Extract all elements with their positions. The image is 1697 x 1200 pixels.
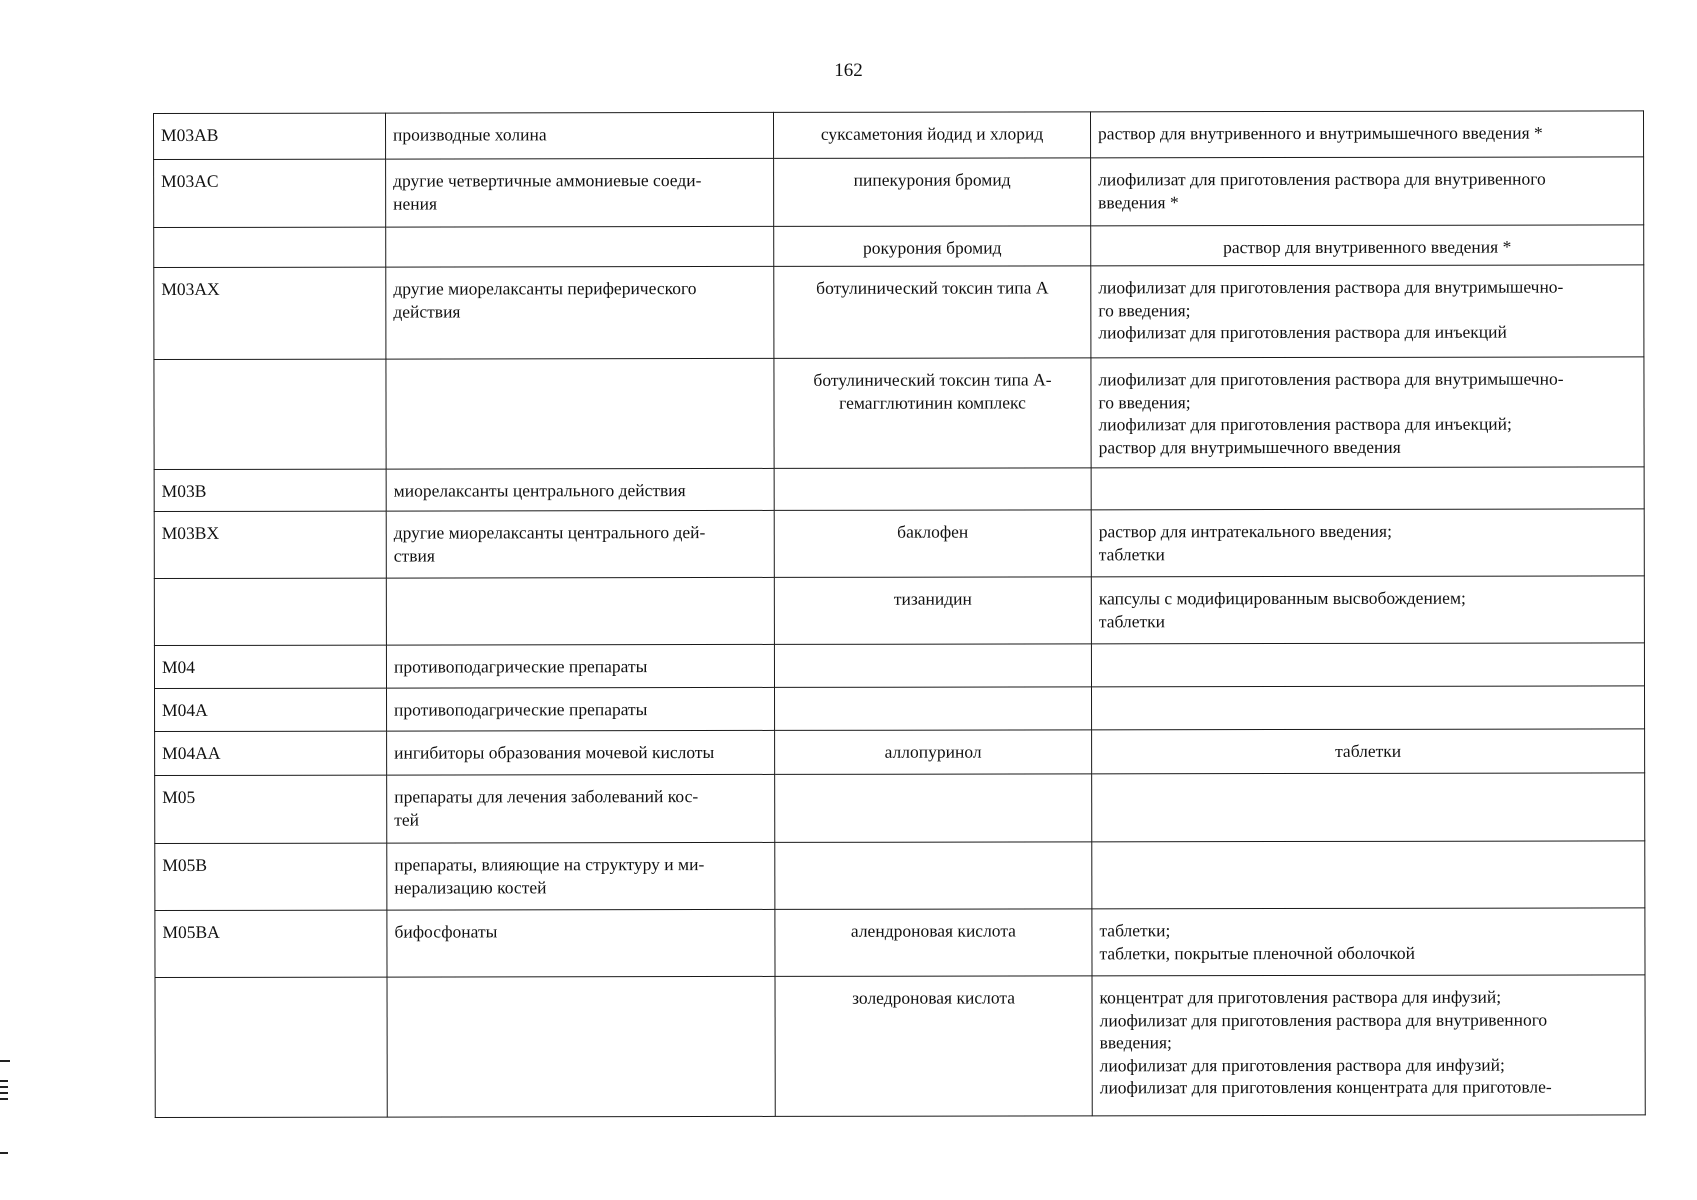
table-row [154,157,1644,228]
table-row [154,111,1644,160]
dosage-form-cell: раствор для внутривенного и внутримышечного введения * [1090,111,1643,158]
dosage-form-cell [1091,467,1644,510]
atc-code-cell: M04A [155,688,387,731]
drug-name-cell [775,687,1092,731]
group-name-cell: ингибиторы образования мочевой кислоты [387,730,775,775]
dosage-form-cell: таблетки [1092,729,1645,774]
table-row [155,975,1645,1118]
table-row [154,643,1644,689]
dosage-form-cell: концентрат для приготовления раствора для инфузий; лиофилизат для приготовления раствора для внутривенного введения; лиофилизат для приготовления раствора для инфузий; лиофилизат для приготовления концентрата для приготовле- [1092,975,1645,1116]
atc-code-cell: M03AC [154,159,386,227]
group-name-cell [386,226,774,267]
drug-name-cell [775,774,1092,843]
drug-classification-table [153,110,1646,1118]
drug-name-cell: золедроновая кислота [775,976,1092,1117]
group-name-cell: препараты, влияющие на структуру и ми- нерализацию костей [387,842,775,910]
atc-code-cell [154,227,386,267]
dosage-form-cell [1092,841,1645,909]
table-row [155,686,1645,732]
group-name-cell: препараты для лечения заболеваний кос- тей [387,774,775,843]
dosage-form-cell: капсулы с модифицированным высвобождением; таблетки [1091,576,1644,644]
atc-code-cell: M05 [155,775,387,843]
table-row [154,576,1644,646]
drug-name-cell: ботулинический токсин типа А- гемагглютинин комплекс [774,358,1091,469]
table-row [154,225,1644,268]
table-row [155,908,1645,978]
table-body [154,111,1646,1118]
drug-name-cell: алендроновая кислота [775,909,1092,977]
group-name-cell: другие четвертичные аммониевые соеди- нения [386,158,774,227]
drug-name-cell [774,468,1091,511]
drug-name-cell: тизанидин [774,577,1091,645]
dosage-form-cell: таблетки; таблетки, покрытые пленочной оболочкой [1092,908,1645,976]
dosage-form-cell [1092,686,1645,730]
drug-name-cell: суксаметония йодид и хлорид [773,112,1090,159]
group-name-cell: другие миорелаксанты центрального дей- ствия [386,510,774,578]
atc-code-cell: M04AA [155,731,387,775]
drug-name-cell: баклофен [774,510,1091,578]
dosage-form-cell [1091,643,1644,687]
atc-code-cell [155,977,387,1117]
dosage-form-cell [1092,773,1645,842]
atc-code-cell: M05BA [155,910,387,977]
table-row [154,509,1644,579]
drug-name-cell [774,644,1091,688]
drug-name-cell [775,842,1092,910]
table-row [154,467,1644,512]
page-number: 162 [834,60,863,81]
dosage-form-cell: лиофилизат для приготовления раствора для внутримышечно- го введения; лиофилизат для приготовления раствора для инъекций; раствор для внутримышечного введения [1091,357,1644,468]
group-name-cell: бифосфонаты [387,909,775,977]
table-row [155,841,1645,911]
dosage-form-cell: лиофилизат для приготовления раствора для внутримышечно- го введения; лиофилизат для приготовления раствора для инъекций [1091,265,1644,358]
atc-code-cell: M03B [154,469,386,511]
atc-code-cell [154,578,386,645]
atc-code-cell: M03BX [154,511,386,578]
group-name-cell: противоподагрические препараты [387,687,775,731]
group-name-cell: миорелаксанты центрального действия [386,468,774,511]
table-row [155,729,1645,776]
table-row [154,357,1644,470]
atc-code-cell: M04 [154,645,386,688]
group-name-cell: другие миорелаксанты периферического действия [386,266,774,359]
group-name-cell [386,577,774,645]
group-name-cell [386,358,774,469]
drug-name-cell: рокурония бромид [774,226,1091,267]
drug-name-cell: пипекурония бромид [774,158,1091,227]
group-name-cell: противоподагрические препараты [386,644,774,688]
atc-code-cell: M05B [155,843,387,910]
dosage-form-cell: раствор для интратекального введения; таблетки [1091,509,1644,577]
drug-name-cell: аллопуринол [775,730,1092,775]
dosage-form-cell: лиофилизат для приготовления раствора для внутривенного введения * [1091,157,1644,226]
group-name-cell [387,976,775,1117]
table-row [154,265,1644,360]
table-row [155,773,1645,844]
dosage-form-cell: раствор для внутривенного введения * [1091,225,1644,266]
atc-code-cell: M03AX [154,267,386,359]
atc-code-cell: M03AB [154,113,386,159]
drug-name-cell: ботулинический токсин типа А [774,266,1091,359]
group-name-cell: производные холина [386,112,774,159]
atc-code-cell [154,359,386,469]
